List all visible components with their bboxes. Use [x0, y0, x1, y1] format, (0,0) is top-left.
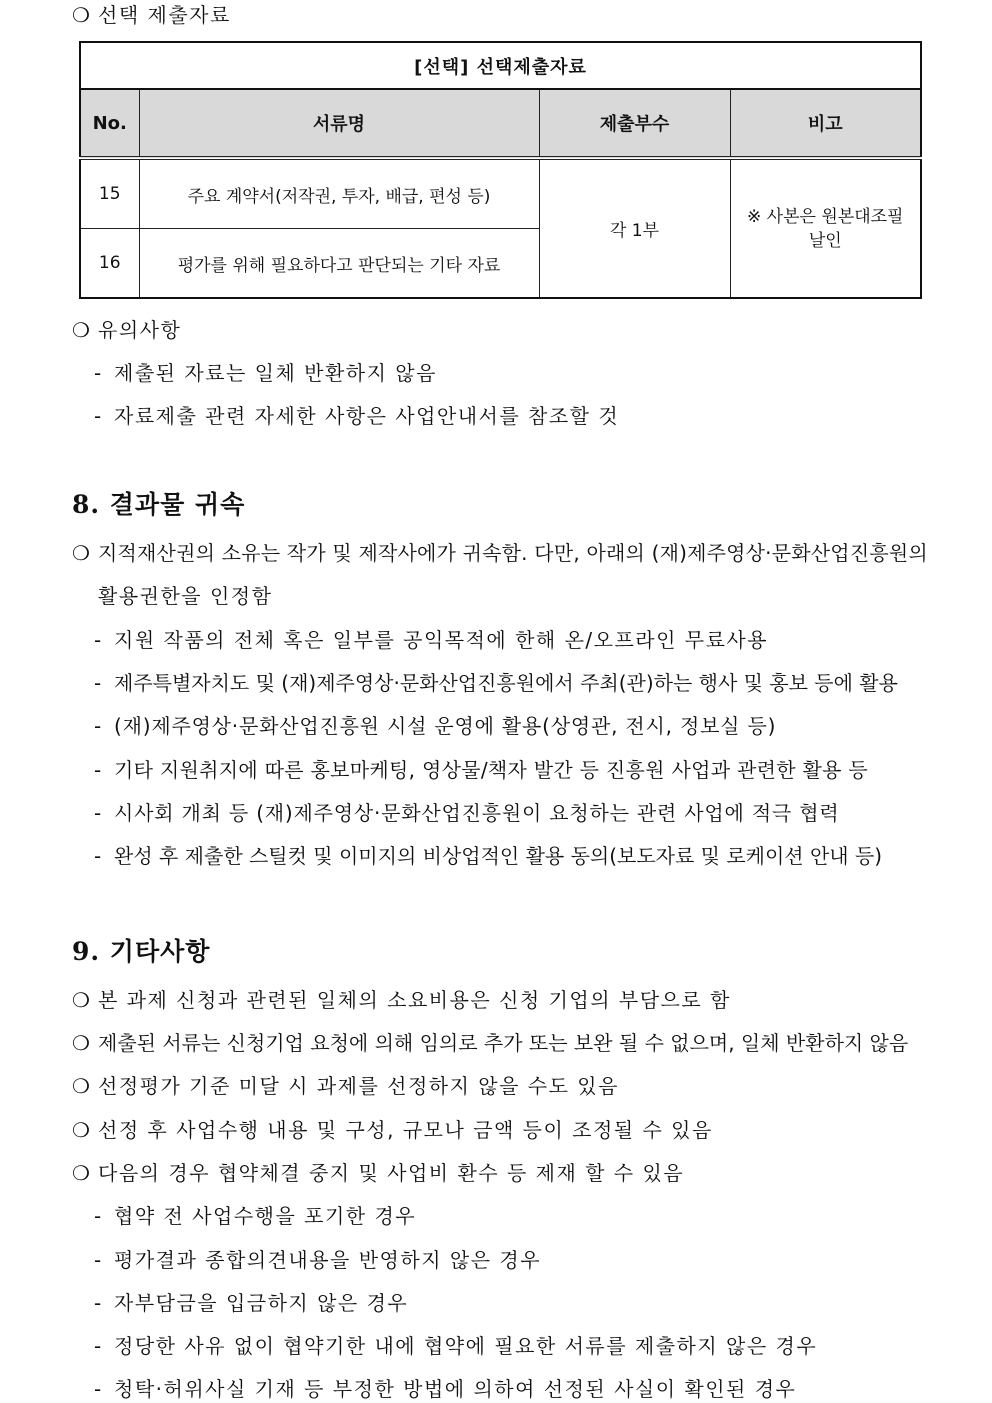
header-document-name: 서류명 — [139, 89, 539, 158]
section-9-item: ❍ 제출된 서류는 신청기업 요청에 의해 임의로 추가 또는 보완 될 수 없으며, 일체 반환하지 않음 — [72, 1031, 909, 1055]
circle-bullet-icon: ❍ — [72, 318, 92, 342]
top-item-text: 선택 제출자료 — [98, 3, 231, 27]
section-8-item: - 지원 작품의 전체 혹은 일부를 공익목적에 한해 온/오프라인 무료사용 — [94, 628, 769, 652]
circle-bullet-icon: ❍ — [72, 1161, 92, 1185]
header-remarks: 비고 — [730, 89, 921, 158]
row-no: 15 — [80, 158, 139, 229]
section-8-intro: ❍ 지적재산권의 소유는 작가 및 제작사에가 귀속함. 다만, 아래의 (재)제주영상·문화산업진흥원의 — [72, 541, 928, 565]
circle-bullet-icon: ❍ — [72, 1074, 92, 1098]
dash-bullet: - — [94, 671, 102, 695]
section-8-item: - (재)제주영상·문화산업진흥원 시설 운영에 활용(상영관, 전시, 정보실 등) — [94, 714, 777, 738]
section-8-heading: 8. 결과물 귀속 — [72, 490, 246, 519]
section-9-sub-item: - 협약 전 사업수행을 포기한 경우 — [94, 1204, 417, 1228]
section-8-item: - 제주특별자치도 및 (재)제주영상·문화산업진흥원에서 주최(관)하는 행사 및 홍보 등에 활용 — [94, 671, 898, 695]
row-document-name: 주요 계약서(저작권, 투자, 배급, 편성 등) — [139, 158, 539, 229]
cautions-title: ❍ 유의사항 — [72, 318, 182, 342]
section-8-item: - 기타 지원취지에 따른 홍보마케팅, 영상물/책자 발간 등 진흥원 사업과 관련한 활용 등 — [94, 758, 869, 782]
circle-bullet-icon: ❍ — [72, 988, 92, 1012]
circle-bullet-icon: ❍ — [72, 1118, 92, 1142]
dash-bullet: - — [94, 714, 103, 738]
dash-bullet: - — [94, 1204, 103, 1228]
section-9-heading: 9. 기타사항 — [72, 937, 211, 966]
dash-bullet: - — [94, 1377, 103, 1401]
header-copies: 제출부수 — [539, 89, 730, 158]
remarks-line-1: ※ 사본은 원본대조필 — [747, 206, 904, 227]
remarks-cell — [730, 158, 921, 298]
section-9-item: ❍ 선정평가 기준 미달 시 과제를 선정하지 않을 수도 있음 — [72, 1074, 619, 1098]
dash-bullet: - — [94, 1334, 103, 1358]
dash-bullet: - — [94, 1248, 103, 1272]
section-9-sub-item: - 정당한 사유 없이 협약기한 내에 협약에 필요한 서류를 제출하지 않은 경우 — [94, 1334, 818, 1358]
section-9-item: ❍ 다음의 경우 협약체결 중지 및 사업비 환수 등 제재 할 수 있음 — [72, 1161, 685, 1185]
dash-bullet: - — [94, 404, 103, 428]
section-9-sub-item: - 청탁·허위사실 기재 등 부정한 방법에 의하여 선정된 사실이 확인된 경우 — [94, 1377, 797, 1401]
section-9-sub-item: - 자부담금을 입금하지 않은 경우 — [94, 1291, 409, 1315]
circle-bullet-icon: ❍ — [72, 3, 92, 27]
caution-item: - 자료제출 관련 자세한 사항은 사업안내서를 참조할 것 — [94, 404, 620, 428]
copies-cell: 각 1부 — [539, 158, 730, 298]
section-8-item: - 완성 후 제출한 스틸컷 및 이미지의 비상업적인 활용 동의(보도자료 및 로케이션 안내 등) — [94, 844, 883, 868]
section-9-sub-item: - 평가결과 종합의견내용을 반영하지 않은 경우 — [94, 1248, 542, 1272]
section-8-intro-cont: 활용권한을 인정함 — [98, 584, 273, 608]
remarks-line-2: 날인 — [808, 230, 842, 251]
circle-bullet-icon: ❍ — [72, 541, 91, 565]
circle-bullet-icon: ❍ — [72, 1031, 90, 1055]
optional-documents-table — [79, 41, 922, 299]
dash-bullet: - — [94, 361, 103, 385]
table-row — [80, 158, 921, 229]
dash-bullet: - — [94, 628, 103, 652]
caution-item: - 제출된 자료는 일체 반환하지 않음 — [94, 361, 437, 385]
row-no: 16 — [80, 229, 139, 299]
table-title: [선택] 선택제출자료 — [80, 42, 921, 89]
header-no: No. — [80, 89, 139, 158]
dash-bullet: - — [94, 1291, 103, 1315]
row-document-name: 평가를 위해 필요하다고 판단되는 기타 자료 — [139, 229, 539, 299]
section-9-item: ❍ 본 과제 신청과 관련된 일체의 소요비용은 신청 기업의 부담으로 함 — [72, 988, 731, 1012]
section-8-item: - 시사회 개최 등 (재)제주영상·문화산업진흥원이 요청하는 관련 사업에 적극 협력 — [94, 801, 840, 825]
dash-bullet: - — [94, 801, 103, 825]
dash-bullet: - — [94, 844, 102, 868]
section-9-item: ❍ 선정 후 사업수행 내용 및 구성, 규모나 금액 등이 조정될 수 있음 — [72, 1118, 713, 1142]
dash-bullet: - — [94, 758, 102, 782]
top-item — [72, 0, 231, 28]
